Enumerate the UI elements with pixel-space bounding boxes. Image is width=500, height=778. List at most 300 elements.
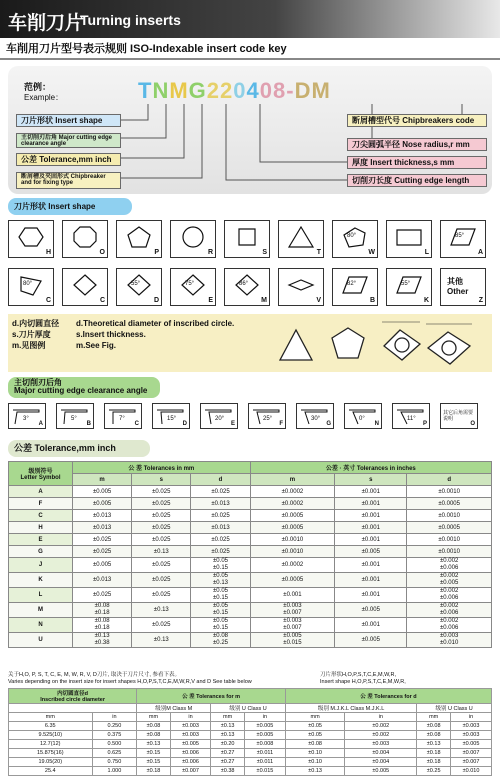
sub-header: m [250, 474, 335, 486]
table-cell: ±0.006 [170, 749, 211, 758]
code-letter: G [188, 78, 207, 103]
table-cell: ±0.0005 [250, 573, 335, 588]
table-cell: ±0.025 [132, 486, 191, 498]
table-cell: ±0.003 [451, 722, 492, 731]
table-cell: ±0.05 [285, 722, 344, 731]
code-letter: 8 [273, 78, 287, 103]
sub-header: d [407, 474, 492, 486]
shape-b-cell [332, 268, 378, 306]
clearance-o-cell [440, 403, 478, 429]
table-cell: ±0.002 [345, 722, 417, 731]
shape-a-cell [440, 220, 486, 258]
table-cell: ±0.001 [335, 486, 407, 498]
shape-m-cell [224, 268, 270, 306]
diagram-triangle [280, 330, 312, 360]
diagram-circle-inscribed [395, 338, 409, 352]
table-row [9, 731, 492, 740]
row-letter: E [9, 534, 73, 546]
label-clearance-angle: 主切削刃后角 Major cutting edge clearance angle [16, 133, 121, 148]
table-cell: ±0.08 ±0.25 [191, 633, 250, 648]
divider [0, 58, 500, 60]
shape-angle-label: 80° [347, 233, 357, 239]
table-cell: ±0.0002 [250, 498, 335, 510]
row-letter: K [9, 573, 73, 588]
table-cell: ±0.003 [451, 731, 492, 740]
table-cell: ±0.003 ±0.007 [250, 603, 335, 618]
dim-d-en: d.Theoretical diameter of inscribed circle. [76, 319, 235, 328]
table-cell: ±0.002 [345, 731, 417, 740]
table-cell: ±0.0005 [407, 498, 492, 510]
table-cell: 0.250 [92, 722, 137, 731]
ic-group-m: 公 差 Tolerances for m [137, 689, 286, 704]
code-letter: - [286, 78, 295, 103]
shape-letter: O [99, 249, 105, 256]
clearance-letter: P [422, 421, 427, 427]
clearance-letter: E [230, 421, 235, 427]
shape-v-cell [278, 268, 324, 306]
clearance-b-cell [56, 403, 94, 429]
table-cell: ±0.004 [345, 749, 417, 758]
table-cell: ±0.05 ±0.15 [191, 603, 250, 618]
table-cell: ±0.001 [335, 534, 407, 546]
table-cell: ±0.0005 [250, 510, 335, 522]
shape-e-cell [170, 268, 216, 306]
dim-m-cn: m.见图例 [12, 341, 46, 350]
table-row [9, 603, 492, 618]
ic-title: 内切圆直径d Inscribed circle diameter [9, 689, 137, 704]
section-tolerance: 公差 Tolerance,mm inch [8, 440, 150, 457]
table-cell: ±0.25 [417, 767, 451, 776]
shape-h-cell [8, 220, 54, 258]
table-cell: ±0.001 [335, 588, 407, 603]
table-cell: ±0.011 [245, 749, 286, 758]
table-cell: ±0.0010 [250, 546, 335, 558]
table-cell: ±0.011 [245, 758, 286, 767]
sub-header: m [73, 474, 132, 486]
table-cell: ±0.0010 [407, 486, 492, 498]
table-cell: ±0.025 [73, 546, 132, 558]
table-cell: ±0.13 [132, 603, 191, 618]
table-cell: ±0.005 [73, 558, 132, 573]
unit-header: in [345, 713, 417, 722]
unit-header: mm [211, 713, 245, 722]
table-cell: ±0.05 ±0.15 [191, 558, 250, 573]
table-cell: ±0.08 [137, 722, 171, 731]
shape-letter: V [316, 297, 321, 304]
clearance-angle-value: 25° [263, 416, 273, 422]
shape-letter: A [477, 249, 483, 256]
table-cell: 9.525(10) [9, 731, 93, 740]
shape-p-cell [116, 220, 162, 258]
table-cell: ±0.003 [170, 722, 211, 731]
table-cell: ±0.13 [417, 740, 451, 749]
ic-class-mjkl: 级别 M.J.K.L Class M.J.K.L [285, 704, 416, 713]
table-cell: ±0.025 [73, 534, 132, 546]
row-letter: U [9, 633, 73, 648]
table-cell: ±0.025 [132, 522, 191, 534]
table-row [9, 534, 492, 546]
ic-class-u: 级别 U Class U [211, 704, 286, 713]
shape-c-cell [8, 268, 54, 306]
code-letter: 4 [246, 78, 260, 103]
shape-t-cell [278, 220, 324, 258]
table-row [9, 767, 492, 776]
clearance-d-cell [152, 403, 190, 429]
page-header [0, 0, 500, 38]
diagram-pentagon [332, 328, 364, 358]
row-letter: A [9, 486, 73, 498]
table-cell: 0.750 [92, 758, 137, 767]
table-cell: ±0.005 [245, 722, 286, 731]
tolerance-table [8, 461, 492, 648]
table-row [9, 522, 492, 534]
table-cell: ±0.27 [211, 749, 245, 758]
col-group-inch: 公差 · 英寸 Tolerances in inches [250, 462, 491, 474]
shape-letter: K [423, 297, 429, 304]
shape-letter: Z [478, 297, 483, 304]
table-cell: ±0.10 [285, 749, 344, 758]
table-cell: ±0.025 [191, 534, 250, 546]
clearance-e-cell [200, 403, 238, 429]
table-cell: ±0.001 [335, 573, 407, 588]
shape-letter: L [424, 249, 429, 256]
table-cell: 0.375 [92, 731, 137, 740]
shape-octagon-icon [71, 225, 99, 249]
table-cell: ±0.08 [417, 731, 451, 740]
table-cell: ±0.13 [285, 767, 344, 776]
table-cell: ±0.004 [345, 758, 417, 767]
table-cell: ±0.05 [285, 731, 344, 740]
row-letter: F [9, 498, 73, 510]
table-cell: ±0.005 ±0.015 [250, 633, 335, 648]
clearance-title-en: Major cutting edge clearance angle [14, 386, 148, 395]
page-subtitle: 车削用刀片型号表示规则 ISO-Indexable insert code key [6, 43, 287, 55]
table-cell: ±0.025 [132, 498, 191, 510]
table-cell: 0.500 [92, 740, 137, 749]
clearance-angle-value: 7° [119, 416, 125, 422]
table-cell: ±0.20 [211, 740, 245, 749]
shape-rhomb-icon [71, 273, 99, 297]
table-cell: ±0.15 [137, 758, 171, 767]
table-row [9, 546, 492, 558]
clearance-angle-value: 15° [167, 416, 177, 422]
shape-circle-icon [179, 225, 207, 249]
table-row [9, 498, 492, 510]
code-letter: N [152, 78, 170, 103]
table-cell: ±0.18 [417, 749, 451, 758]
clearance-letter: N [374, 421, 379, 427]
table-cell: ±0.025 [132, 573, 191, 588]
table-cell: ±0.15 [137, 749, 171, 758]
sub-header: s [335, 474, 407, 486]
shape-angle-label: 80° [23, 281, 33, 287]
table-cell: ±0.013 [73, 510, 132, 522]
table-cell: ±0.013 [73, 573, 132, 588]
clearance-f-cell [248, 403, 286, 429]
clearance-letter: D [182, 421, 187, 427]
table-cell: ±0.013 [73, 522, 132, 534]
shape-angle-label: 55° [131, 281, 141, 287]
table-row [9, 758, 492, 767]
table-cell: ±0.001 [335, 522, 407, 534]
label-thickness: 厚度 Insert thickness,s mm [347, 156, 487, 169]
shape-square-icon [233, 225, 261, 249]
shape-angle-label: 75° [185, 281, 195, 287]
table-cell: ±0.025 [191, 510, 250, 522]
clearance-letter: F [279, 421, 283, 427]
table-cell: ±0.05 ±0.13 [191, 573, 250, 588]
label-chipbreaker-fixing: 断屑槽及夹固形式 Chipbreaker and for fixing type [16, 172, 121, 189]
row-letter: G [9, 546, 73, 558]
table-row [9, 618, 492, 633]
ic-class-m: 级别M Class M [137, 704, 211, 713]
table-cell: ±0.005 [335, 603, 407, 618]
label-chipbreaker-code: 断屑槽型代号 Chipbreakers code [347, 114, 487, 127]
col-letter-symbol: 级别符号 Letter Symbol [9, 462, 73, 486]
table-cell: ±0.08 ±0.18 [73, 603, 132, 618]
table-cell: ±0.0005 [250, 522, 335, 534]
code-letter: 0 [233, 78, 247, 103]
dims-cn [12, 318, 59, 351]
tolerance-note-right: 刀片形状H,O,P,S,T,C,E,M,W,R, Insert shape H,O,P,S,T,C,E,M,W,R, [320, 672, 406, 685]
shape-letter: W [368, 249, 375, 256]
row-letter: C [9, 510, 73, 522]
clearance-angle-value: 3° [23, 416, 29, 422]
table-cell: ±0.13 [211, 722, 245, 731]
table-cell: ±0.0010 [407, 546, 492, 558]
table-cell: ±0.013 [191, 498, 250, 510]
section-clearance [8, 377, 160, 398]
sub-header: s [132, 474, 191, 486]
table-cell: ±0.005 [245, 731, 286, 740]
shape-hexagon-icon [17, 225, 45, 249]
dim-s-en: s.Insert thickness. [76, 330, 146, 339]
code-letter: 2 [220, 78, 234, 103]
table-cell: ±0.007 [451, 749, 492, 758]
table-cell: ±0.0010 [250, 534, 335, 546]
clearance-a-cell [8, 403, 46, 429]
shape-pentagon-icon [125, 225, 153, 249]
table-cell: ±0.003 ±0.010 [407, 633, 492, 648]
clearance-letter: C [134, 421, 139, 427]
dimension-diagrams [260, 316, 490, 372]
clearance-g-cell [296, 403, 334, 429]
clearance-angle-value: 5° [71, 416, 77, 422]
table-cell: ±0.0005 [407, 522, 492, 534]
table-cell: ±0.38 [211, 767, 245, 776]
shape-other-text: 其他 Other [447, 277, 469, 296]
unit-header: mm [137, 713, 171, 722]
ic-class-u2: 级别 U Class U [417, 704, 492, 713]
inscribed-circle-table [8, 688, 492, 776]
label-nose-radius: 刀尖圆弧半径 Nose radius,r mm [347, 138, 487, 151]
table-cell: ±0.010 [451, 767, 492, 776]
table-cell: ±0.005 [73, 498, 132, 510]
table-cell: ±0.006 [170, 758, 211, 767]
table-cell: ±0.10 [285, 758, 344, 767]
shape-c-cell [62, 268, 108, 306]
shape-letter: H [45, 249, 51, 256]
table-cell: ±0.002 ±0.006 [407, 588, 492, 603]
shape-triangle-icon [287, 225, 315, 249]
shape-rect-icon [395, 225, 423, 249]
table-row [9, 722, 492, 731]
table-cell: ±0.18 [417, 758, 451, 767]
code-letter: D [294, 78, 312, 103]
label-edge-length: 切削刃长度 Cutting edge length [347, 174, 487, 187]
unit-header: mm [9, 713, 93, 722]
table-cell: ±0.13 ±0.38 [73, 633, 132, 648]
label-tolerance: 公差 Tolerance,mm inch [16, 153, 121, 166]
shape-angle-label: 82° [347, 281, 357, 287]
table-cell: ±0.0002 [250, 486, 335, 498]
table-cell: ±0.003 ±0.007 [250, 618, 335, 633]
shape-o-cell [62, 220, 108, 258]
table-row [9, 588, 492, 603]
table-cell: ±0.005 [335, 633, 407, 648]
shape-thin-rhomb-icon [287, 273, 315, 297]
clearance-letter: B [86, 421, 91, 427]
unit-header: in [170, 713, 211, 722]
table-cell: ±0.0010 [407, 510, 492, 522]
table-row [9, 573, 492, 588]
clearance-letter: O [470, 421, 475, 427]
code-letter: M [169, 78, 189, 103]
table-cell: ±0.05 ±0.15 [191, 588, 250, 603]
dim-s-cn: s.刀片厚度 [12, 330, 51, 339]
unit-header: mm [285, 713, 344, 722]
clearance-angle-value: 0° [359, 416, 365, 422]
table-row [9, 633, 492, 648]
table-cell: ±0.005 [73, 486, 132, 498]
sub-header: d [191, 474, 250, 486]
table-cell: ±0.05 ±0.15 [191, 618, 250, 633]
table-cell: ±0.13 [132, 546, 191, 558]
shape-r-cell [170, 220, 216, 258]
table-cell: 19.05(20) [9, 758, 93, 767]
row-letter: N [9, 618, 73, 633]
table-row [9, 749, 492, 758]
clearance-angle-value: 30° [311, 416, 321, 422]
shape-letter: E [208, 297, 213, 304]
row-letter: H [9, 522, 73, 534]
table-cell: ±0.27 [211, 758, 245, 767]
table-cell: ±0.025 [132, 534, 191, 546]
table-cell: ±0.08 ±0.18 [73, 618, 132, 633]
table-cell: 15.875(16) [9, 749, 93, 758]
unit-header: mm [417, 713, 451, 722]
clearance-p-cell [392, 403, 430, 429]
ic-group-d: 公 差 Tolerances for d [285, 689, 491, 704]
table-cell: ±0.13 [137, 740, 171, 749]
table-cell: ±0.025 [191, 486, 250, 498]
row-letter: J [9, 558, 73, 573]
table-cell: 25.4 [9, 767, 93, 776]
example-label-en: Example： [24, 93, 64, 102]
table-row [9, 486, 492, 498]
table-cell: ±0.025 [73, 588, 132, 603]
shape-l-cell [386, 220, 432, 258]
table-cell: ±0.002 ±0.005 [407, 573, 492, 588]
table-cell: ±0.025 [132, 510, 191, 522]
table-row [9, 558, 492, 573]
row-letter: M [9, 603, 73, 618]
table-cell: ±0.001 [335, 498, 407, 510]
table-cell: ±0.08 [137, 731, 171, 740]
label-insert-shape: 刀片形状 Insert shape [16, 114, 121, 127]
table-cell: ±0.025 [132, 588, 191, 603]
shape-s-cell [224, 220, 270, 258]
dim-m-en: m.See Fig. [76, 341, 117, 350]
shape-angle-label: 86° [239, 281, 249, 287]
table-cell: ±0.08 [285, 740, 344, 749]
clearance-n-cell [344, 403, 382, 429]
table-cell: 12.7(12) [9, 740, 93, 749]
shape-k-cell [386, 268, 432, 306]
dim-d-cn: d.内切圆直径 [12, 319, 60, 328]
code-letter: M [311, 78, 331, 103]
table-cell: ±0.007 [451, 758, 492, 767]
dims-en [76, 318, 234, 351]
table-cell: 1.000 [92, 767, 137, 776]
table-cell: ±0.001 [335, 510, 407, 522]
example-label-cn: 范例： [24, 82, 52, 92]
table-cell: ±0.005 [170, 740, 211, 749]
table-cell: ±0.005 [345, 767, 417, 776]
shape-letter: R [207, 249, 213, 256]
clearance-c-cell [104, 403, 142, 429]
table-cell: ±0.18 [137, 767, 171, 776]
unit-header: in [451, 713, 492, 722]
table-cell: ±0.001 [335, 618, 407, 633]
table-cell: 0.625 [92, 749, 137, 758]
table-cell: ±0.005 [335, 546, 407, 558]
section-insert-shape: 刀片形状 Insert shape [8, 198, 132, 215]
table-cell: ±0.001 [250, 588, 335, 603]
table-cell: 6.35 [9, 722, 93, 731]
table-cell: ±0.002 ±0.006 [407, 618, 492, 633]
clearance-letter: A [38, 421, 43, 427]
shape-letter: C [45, 297, 51, 304]
shape-letter: C [99, 297, 105, 304]
clearance-angle-value: 20° [215, 416, 225, 422]
shape-w-cell [332, 220, 378, 258]
clearance-angle-value: 11° [407, 416, 416, 422]
code-letter: T [138, 78, 153, 103]
table-cell: ±0.013 [191, 522, 250, 534]
clearance-letter: G [326, 421, 331, 427]
shape-letter: T [316, 249, 321, 256]
page-title-cn: 车削刀片 [8, 13, 85, 34]
table-row [9, 740, 492, 749]
shape-letter: M [261, 297, 267, 304]
table-cell: ±0.025 [132, 558, 191, 573]
shape-d-cell [116, 268, 162, 306]
tolerance-note: 关于H,O, P, S, T, C, E, M, W, R, V, D刀片, 取决于刀片尺寸, 参看下表。 Varies depending on the insert size for insert shapes H,O,P,S,T,C,E,M,W,R,V and D See table below [8, 672, 252, 685]
col-group-mm: 公 差 Tolerances in mm [73, 462, 251, 474]
table-cell: ±0.001 [335, 558, 407, 573]
table-cell: ±0.025 [191, 546, 250, 558]
table-cell: ±0.015 [245, 767, 286, 776]
unit-header: in [245, 713, 286, 722]
table-cell: ±0.003 [170, 731, 211, 740]
table-cell: ±0.13 [211, 731, 245, 740]
table-cell: ±0.003 [345, 740, 417, 749]
clearance-note: 其它后角需要说明 [443, 410, 474, 422]
unit-header: in [92, 713, 137, 722]
table-cell: ±0.008 [245, 740, 286, 749]
table-cell: ±0.0010 [407, 534, 492, 546]
